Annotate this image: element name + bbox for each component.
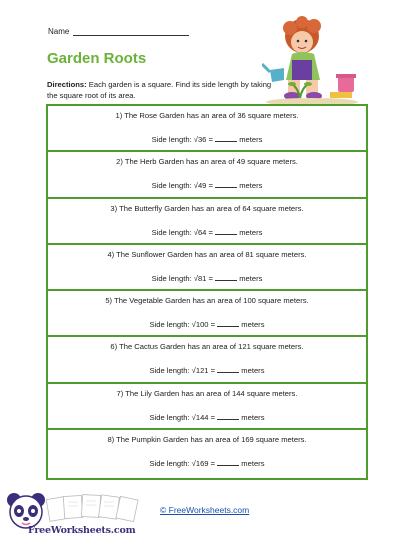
answer-suffix: meters	[237, 181, 263, 191]
answer-prefix: Side length: √64 =	[151, 227, 216, 237]
answer-prefix: Side length: √36 =	[151, 135, 216, 144]
answer-prefix: Side length: √49 =	[151, 181, 216, 191]
answer-blank[interactable]	[215, 227, 237, 235]
name-row	[48, 26, 189, 36]
problem-question: 8) The Pumpkin Garden has an area of 169 square meters.	[107, 434, 307, 444]
problem-answer	[48, 227, 366, 237]
answer-suffix: meters	[239, 320, 265, 329]
problem-row	[48, 430, 366, 476]
answer-suffix: meters	[237, 273, 263, 283]
answer-prefix: Side length: √81 =	[151, 273, 216, 283]
directions	[47, 79, 279, 101]
answer-suffix: meters	[237, 135, 263, 144]
directions-label: Directions:	[47, 80, 87, 89]
worksheet-stack-icon	[44, 490, 144, 522]
answer-blank[interactable]	[215, 273, 237, 281]
problem-answer	[48, 319, 366, 329]
problem-answer	[48, 365, 366, 375]
problem-answer	[48, 273, 366, 283]
problem-row	[48, 384, 366, 430]
answer-suffix: meters	[237, 227, 263, 237]
problem-question: 6) The Cactus Garden has an area of 121 square meters.	[110, 342, 304, 352]
problem-answer	[48, 180, 366, 190]
directions-text: Each garden is a square. Find its side length by taking the square root of its area.	[47, 80, 272, 100]
problem-row	[48, 152, 366, 198]
answer-prefix: Side length: √144 =	[149, 412, 218, 422]
answer-blank[interactable]	[215, 134, 237, 142]
problem-row	[48, 337, 366, 383]
answer-blank[interactable]	[217, 412, 239, 420]
problem-row	[48, 199, 366, 245]
answer-blank[interactable]	[215, 180, 237, 188]
problem-row	[48, 291, 366, 337]
problem-question: 2) The Herb Garden has an area of 49 square meters.	[116, 157, 298, 167]
answer-suffix: meters	[239, 366, 265, 376]
answer-blank[interactable]	[217, 365, 239, 373]
copyright-link[interactable]: © FreeWorksheets.com	[160, 505, 250, 515]
answer-suffix: meters	[239, 412, 265, 422]
answer-blank[interactable]	[217, 319, 239, 327]
problem-question: 3) The Butterfly Garden has an area of 64 square meters.	[110, 203, 304, 213]
problems-table	[46, 104, 368, 480]
answer-blank[interactable]	[217, 458, 239, 466]
name-label: Name	[48, 27, 70, 36]
problem-answer	[48, 134, 366, 144]
problem-question: 1) The Rose Garden has an area of 36 square meters.	[115, 111, 299, 120]
problem-answer	[48, 458, 366, 468]
answer-prefix: Side length: √169 =	[149, 458, 218, 468]
gardening-girl-illustration	[262, 14, 362, 106]
problem-answer	[48, 412, 366, 422]
problem-row	[48, 106, 366, 152]
answer-prefix: Side length: √100 =	[149, 320, 218, 329]
worksheet-title: Garden Roots	[47, 50, 147, 67]
brand-wordmark: FreeWorksheets.com	[28, 525, 136, 536]
problem-question: 5) The Vegetable Garden has an area of 100 square meters.	[105, 296, 309, 305]
answer-prefix: Side length: √121 =	[149, 366, 218, 376]
problem-row	[48, 245, 366, 291]
answer-suffix: meters	[239, 458, 265, 468]
name-input-line[interactable]	[73, 26, 189, 36]
problem-question: 4) The Sunflower Garden has an area of 81 square meters.	[107, 249, 307, 259]
problem-question: 7) The Lily Garden has an area of 144 square meters.	[116, 388, 298, 398]
